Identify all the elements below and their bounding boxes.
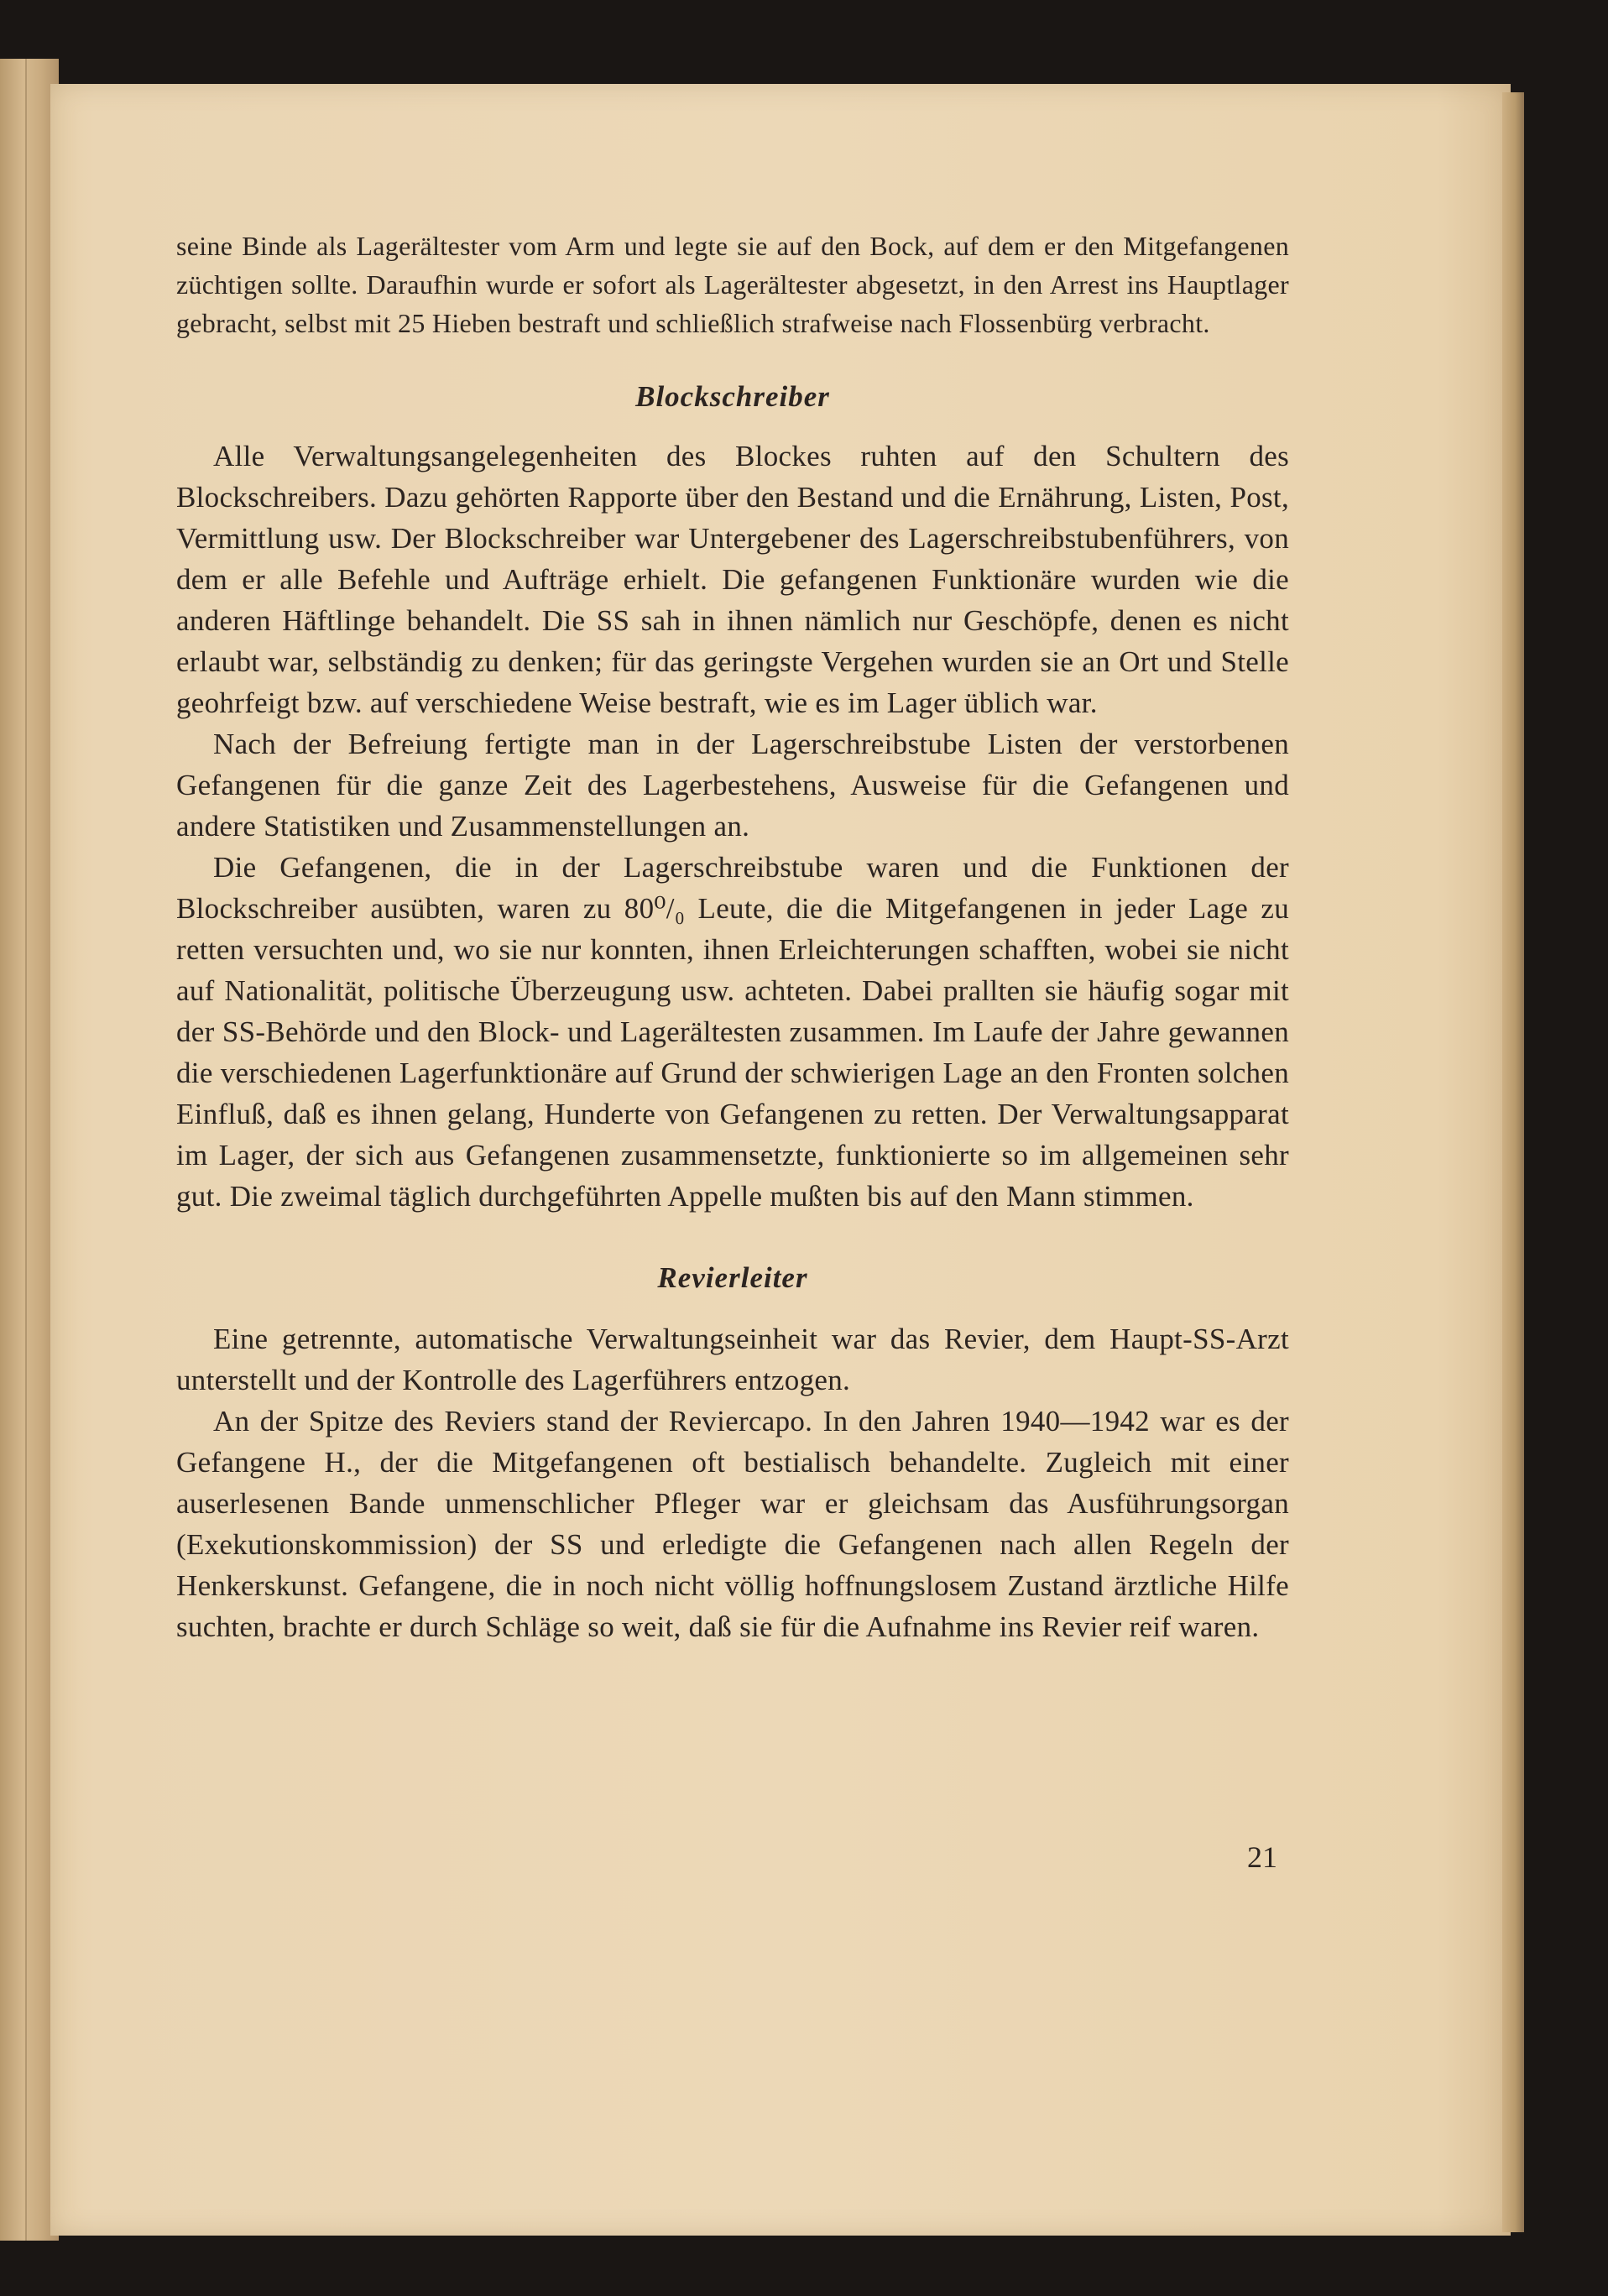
page-number: 21 [1247, 1840, 1277, 1874]
page-stack-edge [1502, 92, 1524, 2232]
paragraph-revierleiter-1: Eine getrennte, automatische Verwaltungseinheit war das Revier, dem Haupt-SS-Arzt unterstellt und der Kontrolle des Lagerführers entzogen. [176, 1323, 1289, 1396]
intro-paragraph: seine Binde als Lagerältester vom Arm und legte sie auf den Bock, auf dem er den Mitgefangenen züchtigen sollte. Daraufhin wurde er sofort als Lagerältester abgesetzt, in den Arrest ins Hauptlager gebracht, selbst mit 25 Hieben bestraft und schließlich strafweise nach Flossenbürg verbracht. [176, 231, 1289, 338]
section-heading-revierleiter: Revierleiter [657, 1261, 808, 1294]
paragraph-blockschreiber-1: Alle Verwaltungsangelegenheiten des Blockes ruhten auf den Schultern des Blockschreibers. Dazu gehörten Rapporte über den Bestand und die Ernährung, Listen, Post, Vermittlung usw. Der Blockschreiber war Untergebener des Lagerschreibstubenführers, von dem er alle Befehle und Aufträge erhielt. Die gefangenen Funktionäre wurden wie die anderen Häftlinge behandelt. Die SS sah in ihnen nämlich nur Geschöpfe, denen es nicht erlaubt war, selbständig zu denken; für das geringste Vergehen wurden sie an Ort und Stelle geohrfeigt bzw. auf verschiedene Weise bestraft, wie es im Lager üblich war. [176, 440, 1289, 719]
page-text [176, 227, 1289, 1647]
paragraph-revierleiter-2: An der Spitze des Reviers stand der Reviercapo. In den Jahren 1940—1942 war es der Gefangene H., der die Mitgefangenen oft bestialisch behandelte. Zugleich mit einer auserlesenen Bande unmenschlicher Pfleger war er gleichsam das Ausführungsorgan (Exekutionskommission) der SS und erledigte die Gefangenen nach allen Regeln der Henkerskunst. Gefangene, die in noch nicht völlig hoffnungslosem Zustand ärztliche Hilfe suchten, brachte er durch Schläge so weit, daß sie für die Aufnahme ins Revier reif waren. [176, 1405, 1289, 1643]
paragraph-blockschreiber-3: Die Gefangenen, die in der Lagerschreibstube waren und die Funktionen der Blockschreiber ausübten, waren zu 80⁰/₀ Leute, die die Mitgefangenen in jeder Lage zu retten versuchten und, wo sie nur konnten, ihnen Erleichterungen schafften, wobei sie nicht auf Nationalität, politische Überzeugung usw. achteten. Dabei prallten sie häufig sogar mit der SS-Behörde und den Block- und Lagerältesten zusammen. Im Laufe der Jahre gewannen die verschiedenen Lagerfunktionäre auf Grund der schwierigen Lage an den Fronten solchen Einfluß, daß es ihnen gelang, Hunderte von Gefangenen zu retten. Der Verwaltungsapparat im Lager, der sich aus Gefangenen zusammensetzte, funktionierte so im allgemeinen sehr gut. Die zweimal täglich durchgeführten Appelle mußten bis auf den Mann stimmen. [176, 851, 1289, 1213]
paragraph-blockschreiber-2: Nach der Befreiung fertigte man in der Lagerschreibstube Listen der verstorbenen Gefangenen für die ganze Zeit des Lagerbestehens, Ausweise für die Gefangenen und andere Statistiken und Zusammenstellungen an. [176, 728, 1289, 843]
section-heading-blockschreiber: Blockschreiber [635, 380, 830, 413]
